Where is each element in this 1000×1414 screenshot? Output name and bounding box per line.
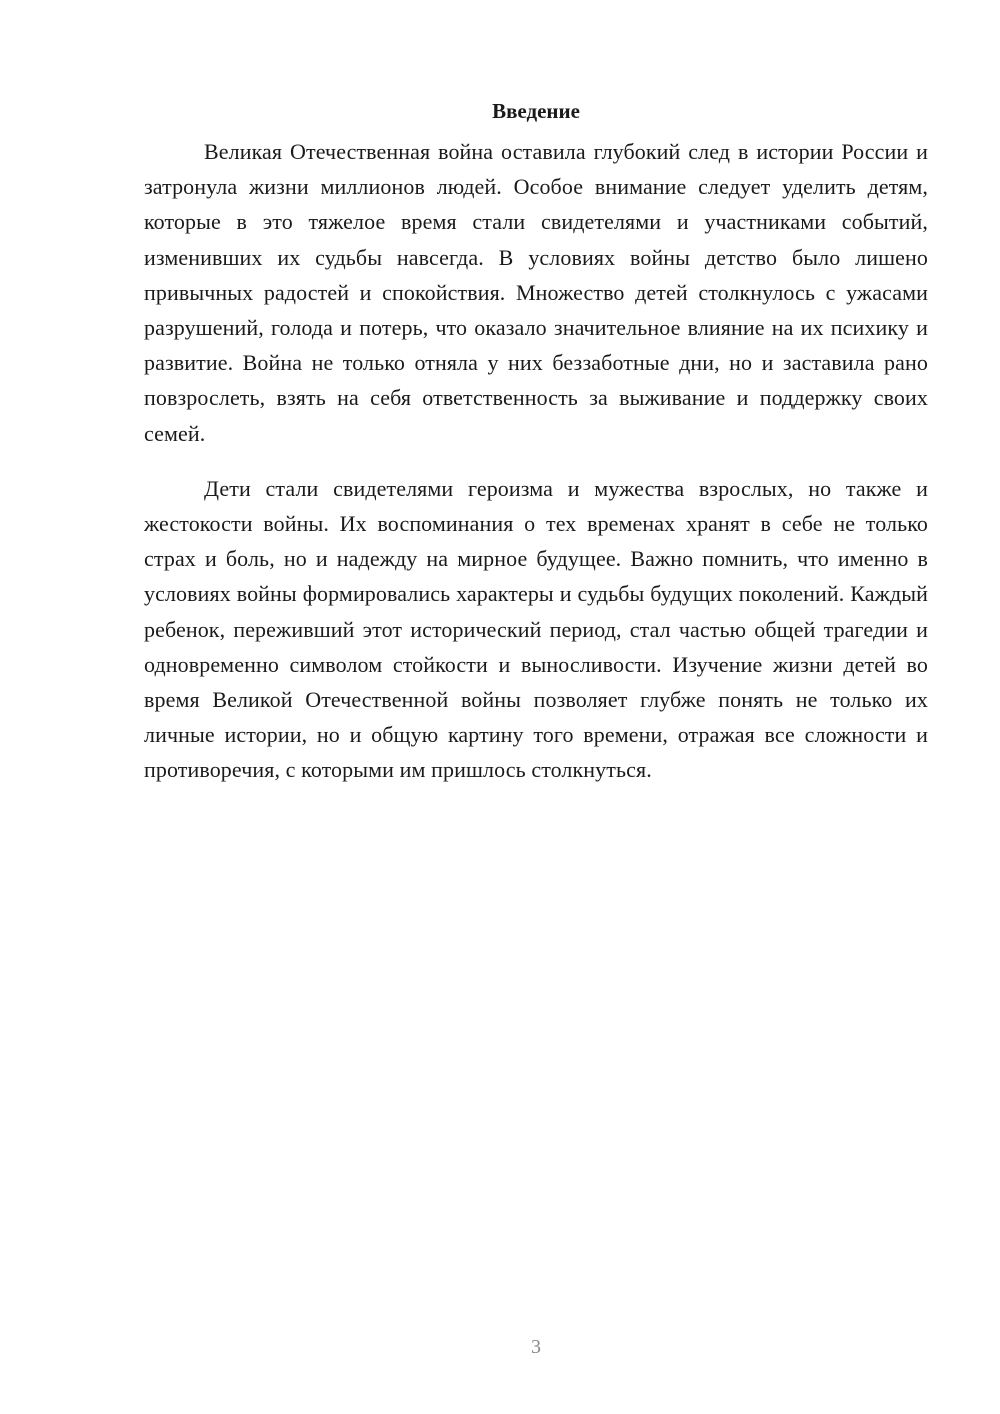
section-title: Введение: [492, 99, 580, 123]
page-content: [144, 96, 928, 788]
paragraph-2: Дети стали свидетелями героизма и мужества взрослых, но также и жестокости войны. Их воспоминания о тех временах хранят в себе не только страх и боль, но и надежду на мирное будущее. Важно помнить, что именно в условиях войны формировались характеры и судьбы будущих поколений. Каждый ребенок, переживший этот исторический период, стал частью общей трагедии и одновременно символом стойкости и выносливости. Изучение жизни детей во время Великой Отечественной войны позволяет глубже понять не только их личные истории, но и общую картину того времени, отражая все сложности и противоречия, с которыми им пришлось столкнуться.: [144, 475, 928, 783]
page-number: 3: [531, 1336, 541, 1358]
paragraph-1: Великая Отечественная война оставила глубокий след в истории России и затронула жизни миллионов людей. Особое внимание следует уделить детям, которые в это тяжелое время стали свидетелями и участниками событий, изменивших их судьбы навсегда. В условиях войны детство было лишено привычных радостей и спокойствия. Множество детей столкнулось с ужасами разрушений, голода и потерь, что оказало значительное влияние на их психику и развитие. Война не только отняла у них беззаботные дни, но и заставила рано повзрослеть, взять на себя ответственность за выживание и поддержку своих семей.: [144, 139, 928, 446]
